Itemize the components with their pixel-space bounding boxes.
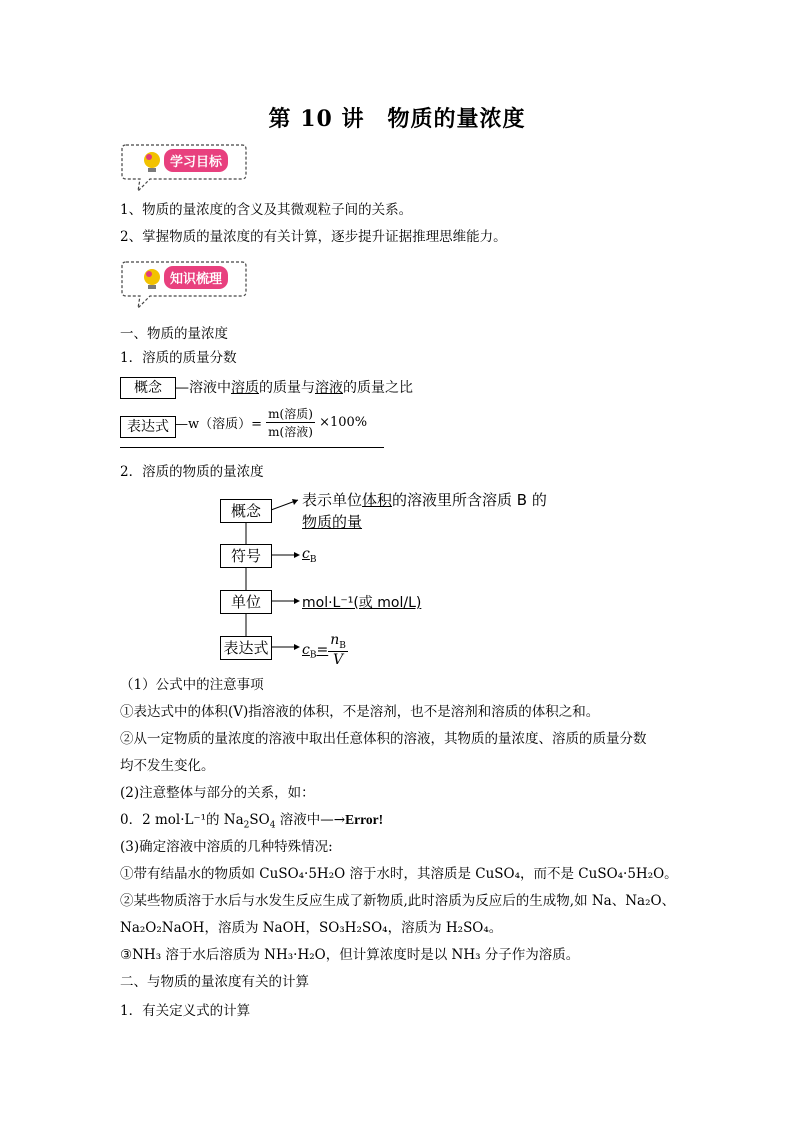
goal-item: 1、物质的量浓度的含义及其微观粒子间的关系。: [120, 202, 413, 218]
symbol-value: $c_B$: [302, 546, 317, 565]
symbol-box: 符号: [220, 544, 272, 568]
goal-item: 2、掌握物质的量浓度的有关计算，逐步提升证据推理思维能力。: [120, 229, 507, 245]
section-heading: 二、与物质的量浓度有关的计算: [120, 974, 309, 990]
badge-label: 知识梳理: [164, 266, 228, 289]
note-heading: (2)注意整体与部分的关系，如：: [120, 785, 315, 801]
subsection-heading: 1．溶质的质量分数: [120, 350, 237, 366]
learning-goals-badge: [120, 141, 248, 189]
note-item: ②某些物质溶于水后与水发生反应生成了新物质,此时溶质为反应后的生成物,如 Na、Na₂O、: [120, 893, 676, 909]
note-heading: (3)确定溶液中溶质的几种特殊情况:: [120, 839, 333, 855]
page-title: 第 10 讲 物质的量浓度: [268, 106, 526, 132]
note-item: Na₂O₂NaOH，溶质为 NaOH，SO₃H₂SO₄，溶质为 H₂SO₄。: [120, 920, 503, 936]
notes-heading: （1）公式中的注意事项: [120, 677, 264, 693]
mass-fraction-formula: —w（溶质）= $\frac{\text{m(溶质)}}{\text{m(溶液)}}$ ×100%: [175, 407, 368, 439]
note-item: ①带有结晶水的物质如 CuSO₄·5H₂O 溶于水时，其溶质是 CuSO₄，而不是 CuSO₄·5H₂O。: [120, 866, 678, 882]
knowledge-review-badge: [120, 258, 248, 306]
molarity-definition: 表示单位体积的溶液里所含溶质 B 的 物质的量: [302, 491, 547, 531]
note-item: ②从一定物质的量浓度的溶液中取出任意体积的溶液，其物质的量浓度、溶质的质量分数: [120, 731, 647, 747]
expression-box: 表达式: [220, 636, 272, 660]
section-heading: 一、物质的量浓度: [120, 326, 228, 342]
subsection-heading: 1．有关定义式的计算: [120, 1003, 251, 1019]
badge-label: 学习目标: [164, 149, 228, 172]
subsection-heading: 2．溶质的物质的量浓度: [120, 464, 264, 480]
unit-value: mol·L⁻¹(或 mol/L): [302, 595, 422, 611]
concept-box: 概念: [120, 377, 176, 399]
concept-definition: —溶液中溶质的质量与溶液的质量之比: [175, 380, 413, 396]
formula-underline: [120, 447, 384, 448]
note-item: ①表达式中的体积(V)指溶液的体积，不是溶剂，也不是溶剂和溶质的体积之和。: [120, 704, 600, 720]
note-example: 0．2 mol·L⁻¹的 $Na_2SO_4$ 溶液中—→Error!: [120, 812, 384, 831]
unit-box: 单位: [220, 590, 272, 614]
concept-box: 概念: [220, 499, 272, 523]
molarity-formula: $c_B=$ $\frac{n_B}{V}$: [302, 632, 346, 668]
note-item: 均不发生变化。: [120, 758, 215, 774]
expression-box: 表达式: [120, 416, 176, 438]
note-item: ③NH₃ 溶于水后溶质为 NH₃·H₂O，但计算浓度时是以 NH₃ 分子作为溶质。: [120, 947, 580, 963]
